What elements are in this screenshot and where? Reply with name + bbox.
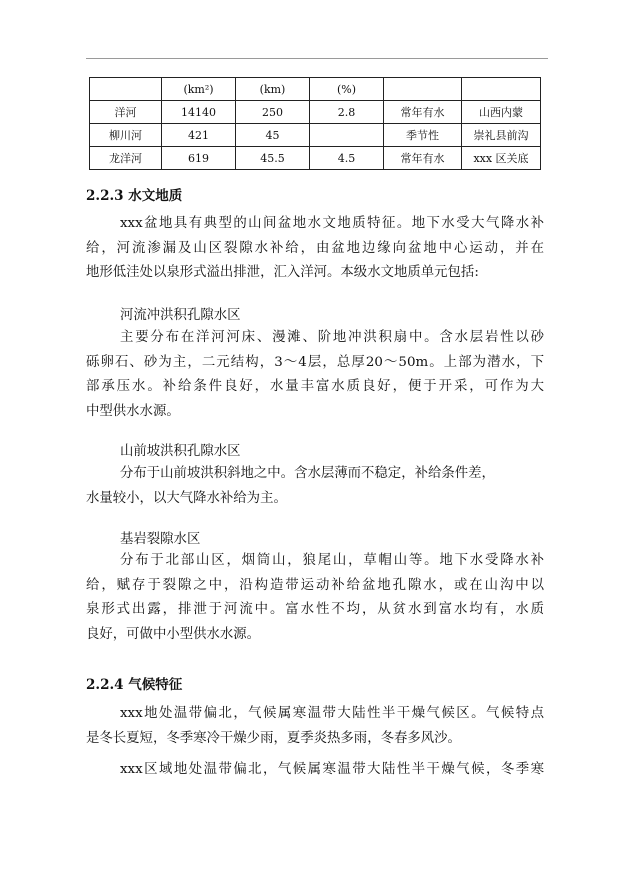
table-cell: 619 [162, 147, 236, 170]
text-line: 中型供水水源。 [86, 403, 180, 419]
zone-title-bedrock: 基岩裂隙水区 [120, 532, 201, 547]
text-line: 地形低洼处以泉形式溢出排泄，汇入洋河。本级水文地质单元包括: [86, 265, 479, 280]
table-cell: (km²) [162, 78, 236, 101]
text-line: 分布于山前坡洪积斜地之中。含水层薄而不稳定，补给条件差， [120, 466, 495, 481]
section-heading-climate: 2.2.4 气候特征 [86, 677, 183, 693]
text-line: 主要分布在洋河河床、漫滩、阶地冲洪积扇中。含水层岩性以砂 [120, 330, 544, 345]
table-cell: xxx 区关底 [462, 147, 541, 170]
table-cell: 421 [162, 124, 236, 147]
table-cell: 14140 [162, 101, 236, 124]
text-line: 是冬长夏短，冬季寒冷干燥少雨，夏季炎热多雨，冬春多风沙。 [86, 730, 461, 746]
zone-title-piedmont: 山前坡洪积孔隙水区 [120, 444, 241, 459]
river-table [89, 77, 541, 170]
table-cell: 山西内蒙 [462, 101, 541, 124]
table-cell: (%) [310, 78, 384, 101]
text-line: 良好，可做中小型供水水源。 [86, 626, 261, 642]
table-cell: 常年有水 [384, 147, 462, 170]
table-cell: 洋河 [90, 101, 162, 124]
table-unit-row [90, 78, 541, 101]
text-line: xxx区域地处温带偏北，气候属寒温带大陆性半干燥气候，冬季寒 [120, 762, 544, 777]
table-cell: 崇礼县前沟 [462, 124, 541, 147]
table-row [90, 101, 541, 124]
hydrogeology-intro-paragraph [86, 212, 544, 286]
climate-paragraph-1 [86, 702, 544, 751]
text-line: 给，河流渗漏及山区裂隙水补给，由盆地边缘向盆地中心运动，并在 [86, 240, 544, 256]
table-cell: 季节性 [384, 124, 462, 147]
text-line: 给，赋存于裂隙之中，沿构造带运动补给盆地孔隙水，或在山沟中以 [86, 577, 544, 593]
table-cell [462, 78, 541, 101]
zone-title-river-alluvial: 河流冲洪积孔隙水区 [120, 308, 241, 323]
table-cell [310, 124, 384, 147]
table-cell: 4.5 [310, 147, 384, 170]
table-cell: 常年有水 [384, 101, 462, 124]
zone2-paragraph [86, 462, 544, 511]
climate-paragraph-2 [86, 758, 544, 783]
text-line: 部承压水。补给条件良好，水量丰富水质良好，便于开采，可作为大 [86, 379, 544, 394]
table-cell: 2.8 [310, 101, 384, 124]
table-cell [384, 78, 462, 101]
section-heading-hydrogeology: 2.2.3 水文地质 [86, 188, 183, 204]
table-cell [90, 78, 162, 101]
table-cell: 45 [236, 124, 310, 147]
text-line: xxx地处温带偏北，气候属寒温带大陆性半干燥气候区。气候特点 [120, 706, 544, 721]
text-line: 分布于北部山区，烟筒山，狼尾山，草帽山等。地下水受降水补 [120, 553, 544, 568]
zone1-paragraph [86, 326, 544, 424]
zone3-paragraph [86, 549, 544, 647]
header-rule [86, 58, 548, 59]
text-line: xxx盆地具有典型的山间盆地水文地质特征。地下水受大气降水补 [120, 216, 544, 231]
text-line: 泉形式出露，排泄于河流中。富水性不均，从贫水到富水均有，水质 [86, 602, 544, 617]
table-cell: 45.5 [236, 147, 310, 170]
table-cell: 柳川河 [90, 124, 162, 147]
table-cell: 250 [236, 101, 310, 124]
table-cell: 龙洋河 [90, 147, 162, 170]
table-row [90, 124, 541, 147]
text-line: 砾卵石、砂为主，二元结构，3～4层，总厚20～50m。上部为潜水，下 [86, 354, 544, 370]
text-line: 水量较小，以大气降水补给为主。 [86, 490, 287, 506]
table-row [90, 147, 541, 170]
table-cell: (km) [236, 78, 310, 101]
